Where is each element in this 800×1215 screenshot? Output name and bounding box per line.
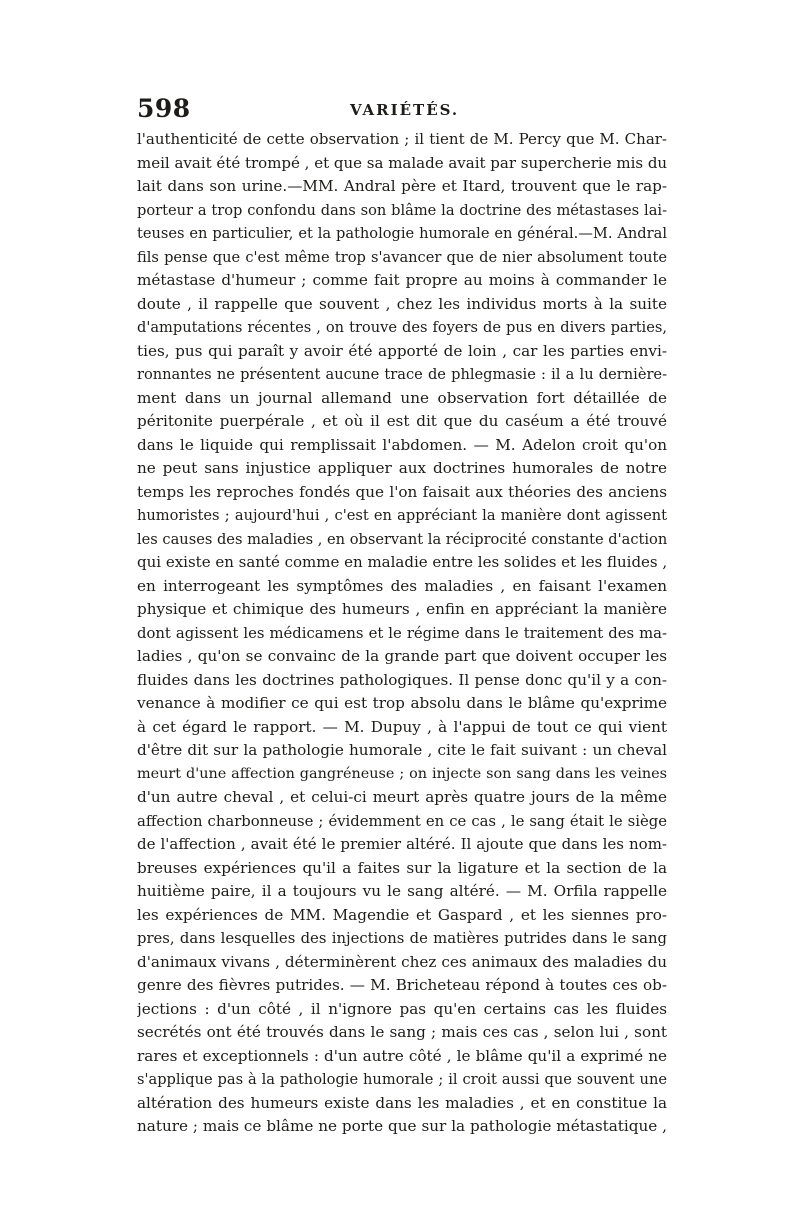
text-line: d'amputations récentes , on trouve des foyers de pus en divers parties, [137, 319, 667, 336]
text-line: physique et chimique des humeurs , enfin en appréciant la manière [137, 600, 667, 618]
text-line: de l'affection , avait été le premier altéré. Il ajoute que dans les nom- [137, 835, 667, 853]
text-line: huitième paire, il a toujours vu le sang altéré. — M. Orfila rappelle [137, 882, 667, 900]
body-text [137, 128, 667, 1139]
text-line: porteur a trop confondu dans son blâme la doctrine des métastases lai- [137, 201, 667, 219]
text-line: pres, dans lesquelles des injections de matières putrides dans le sang [137, 930, 667, 947]
text-line: les causes des maladies , en observant la réciprocité constante d'action [137, 530, 667, 548]
text-line: en interrogeant les symptômes des maladies , en faisant l'examen [137, 576, 667, 595]
text-line: à cet égard le rapport. — M. Dupuy , à l'appui de tout ce qui vient [137, 717, 667, 736]
text-line: affection charbonneuse ; évidemment en ce cas , le sang était le siège [137, 812, 667, 830]
text-line: fils pense que c'est même trop s'avancer que de nier absolument toute [137, 248, 667, 266]
text-line: breuses expériences qu'il a faites sur la ligature et la section de la [137, 858, 667, 877]
text-line: dont agissent les médicamens et le régime dans le traitement des ma- [137, 624, 667, 642]
text-line: péritonite puerpérale , et où il est dit que du caséum a été trouvé [137, 412, 667, 430]
text-line: ties, pus qui paraît y avoir été apporté de loin , car les parties envi- [137, 341, 667, 360]
text-line: dans le liquide qui remplissait l'abdomen. — M. Adelon croit qu'on [137, 435, 667, 454]
text-line: altération des humeurs existe dans les maladies , et en constitue la [137, 1093, 667, 1112]
text-line: temps les reproches fondés que l'on faisait aux théories des anciens [137, 482, 667, 501]
text-line: teuses en particulier, et la pathologie humorale en général.—M. Andral [137, 225, 667, 242]
text-line: s'applique pas à la pathologie humorale ; il croit aussi que souvent une [137, 1071, 667, 1088]
text-line: d'être dit sur la pathologie humorale , cite le fait suivant : un cheval [137, 741, 667, 759]
text-line: fluides dans les doctrines pathologiques. Il pense donc qu'il y a con- [137, 670, 667, 689]
text-line: ladies , qu'on se convainc de la grande part que doivent occuper les [137, 647, 667, 665]
text-line: qui existe en santé comme en maladie entre les solides et les fluides , [137, 553, 667, 571]
text-line: ment dans un journal allemand une observation fort détaillée de [137, 388, 667, 407]
page-number: 598 [137, 94, 191, 123]
text-line: rares et exceptionnels : d'un autre côté , le blâme qu'il a exprimé ne [137, 1046, 667, 1065]
text-line: l'authenticité de cette observation ; il tient de M. Percy que M. Char- [137, 130, 667, 148]
running-title: VARIÉTÉS. [350, 101, 460, 119]
text-line: humoristes ; aujourd'hui , c'est en appréciant la manière dont agissent [137, 507, 667, 524]
text-line: meurt d'une affection gangréneuse ; on injecte son sang dans les veines [137, 765, 667, 782]
text-line: nature ; mais ce blâme ne porte que sur la pathologie métastatique , [137, 1117, 667, 1135]
text-line: secrétés ont été trouvés dans le sang ; mais ces cas , selon lui , sont [137, 1023, 667, 1041]
text-line: venance à modifier ce qui est trop absolu dans le blâme qu'exprime [137, 694, 667, 712]
page-header [137, 94, 667, 124]
text-line: ne peut sans injustice appliquer aux doctrines humorales de notre [137, 459, 667, 477]
text-line: doute , il rappelle que souvent , chez les individus morts à la suite [137, 294, 667, 313]
text-line: jections : d'un côté , il n'ignore pas qu'en certains cas les fluides [137, 999, 667, 1018]
text-line: métastase d'humeur ; comme fait propre au moins à commander le [137, 271, 667, 289]
text-line: genre des fièvres putrides. — M. Bricheteau répond à toutes ces ob- [137, 976, 667, 994]
text-line: meil avait été trompé , et que sa malade avait par supercherie mis du [137, 153, 667, 172]
text-line: d'un autre cheval , et celui-ci meurt après quatre jours de la même [137, 788, 667, 806]
text-line: d'animaux vivans , déterminèrent chez ces animaux des maladies du [137, 952, 667, 971]
text-line: lait dans son urine.—MM. Andral père et Itard, trouvent que le rap- [137, 177, 667, 195]
text-line: ronnantes ne présentent aucune trace de phlegmasie : il a lu dernière- [137, 366, 667, 383]
text-line: les expériences de MM. Magendie et Gaspard , et les siennes pro- [137, 905, 667, 924]
